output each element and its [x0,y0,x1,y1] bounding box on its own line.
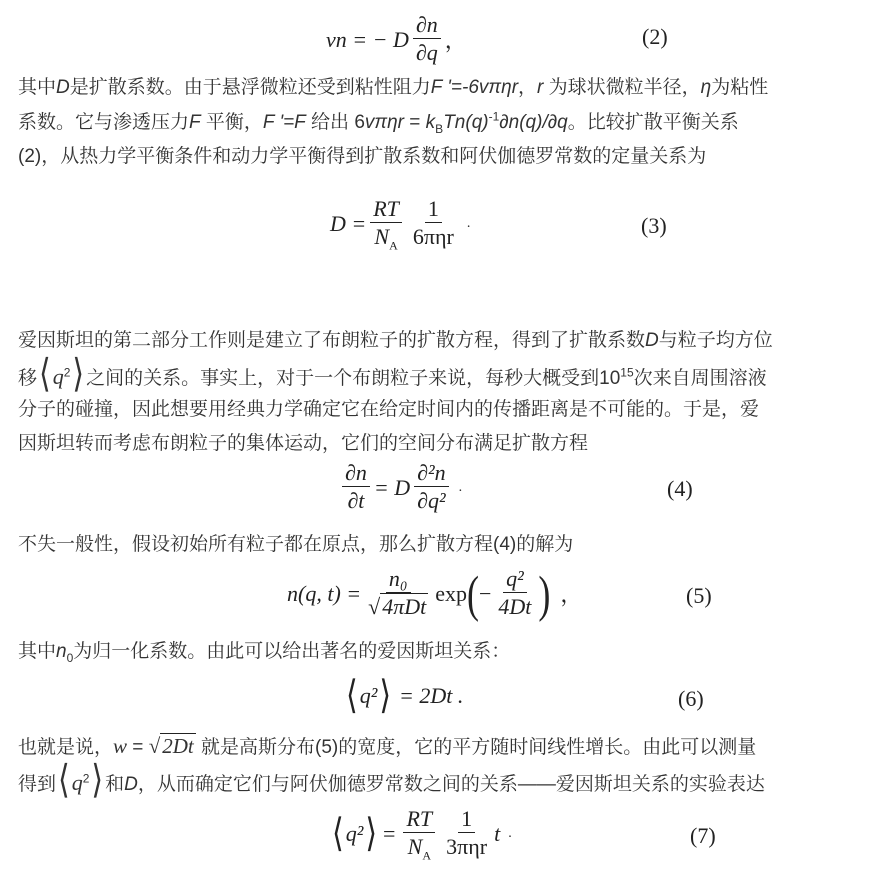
p2-line-2: 移$⟨q^2⟩$ 之间的关系。事实上，对于一个布朗粒子来说，每秒大概受到$10^{15}$次来自周围溶液 [18,352,767,396]
eq5-num1: n₀ [386,566,411,593]
eq4-den1: ∂t [347,488,365,513]
eq7-t: t [494,820,501,846]
eq7-tail: . [508,825,512,841]
var-k: k [425,112,436,133]
sub-0: 0 [66,650,74,665]
eq7-num2: 1 [458,806,475,833]
eq3-den1: N [374,224,390,249]
text: ， [518,77,538,98]
text: 之间的关系。事实上，对于一个布朗粒子来说，每秒大概受到10 [86,368,621,389]
text: 次来自周围溶液 [633,368,767,389]
text: 给出 6 [305,112,365,133]
eq7-den2: 3πηr [446,834,488,859]
formula: vπηr [364,112,405,133]
eq3-num1: RT [370,196,402,223]
sup-15: 15 [620,365,634,380]
p1-line-3: (2)，从热力学平衡条件和动力学平衡得到扩散系数和阿伏伽德罗常数的定量关系为 [18,146,707,167]
sup: 2 [82,771,90,786]
var-q: q [71,770,83,795]
text: = [404,112,426,133]
var-D: D [645,330,659,351]
eq6-rhs: = 2Dt . [399,682,464,708]
eq5-frac1: $\frac{\text{n₀}}{\text{√4πDt}}$ [368,566,427,619]
formula-F-eq: F '=F [262,112,306,133]
p3-line: 不失一般性，假设初始所有粒子都在原点，那么扩散方程(4)的解为 [18,534,574,555]
eq3-tail: . [466,215,471,231]
text: 移 [18,368,38,389]
eq6-q2: q² [359,682,378,708]
text: 爱因斯坦的第二部分工作则是建立了布朗粒子的扩散方程，得到了扩散系数 [18,330,646,351]
text: 系数。它与渗透压力 [18,112,190,133]
eq4-frac2 [414,460,448,515]
formula: Tn(q) [443,112,489,133]
equation-4 [338,460,462,515]
eq7-frac2 [443,806,490,861]
p2-line-3: 分子的碰撞，因此想要用经典力学确定它在给定时间内的传播距离是不可能的。于是，爱 [18,399,760,420]
eq4-mid: = D [373,474,411,500]
eq5-root: 4πDt [382,594,427,619]
sqrt-2Dt: 2Dt [162,734,194,758]
text: ，从而确定它们与阿伏伽德罗常数之间的关系——爱因斯坦关系的实验表达 [137,774,765,795]
eq3-frac2 [410,196,457,251]
equation-7-label: (7) [690,823,716,848]
var-eta: η [700,77,712,98]
sup: -1 [488,109,500,124]
eq2-num: ∂n [413,12,441,39]
eq2-lhs: vn = − D [326,26,409,52]
eq4-num1: ∂n [342,460,370,487]
var-w: w [113,734,128,758]
eq7-num1: RT [403,806,435,833]
equation-5: n(q, t) = $\frac{\text{n₀}}{\text{√4πDt}}$ exp ( − $\frac{\text{q²}}{4Dt}$ ) ， [287,565,583,622]
var-n: n [56,641,67,662]
eq5-exp: exp [435,580,467,606]
eq7-sub: A [422,848,431,863]
eq4-den2: ∂q² [417,488,446,513]
text: 。比较扩散平衡关系 [567,112,739,133]
equation-5-label: (5) [686,583,712,608]
eq4-tail: . [458,479,463,495]
text: 其中 [18,77,57,98]
eq3-frac1 [370,196,402,251]
text: 和 [105,774,125,795]
equation-3 [330,196,470,251]
eq7-frac1 [403,806,435,861]
eq4-num2: ∂²n [414,460,448,487]
equation-3-label: (3) [641,213,667,238]
text: 就是高斯分布(5)的宽度，它的平方随时间线性增长。由此可以测量 [195,737,757,758]
p1-line-1 [18,76,768,100]
p2-line-1 [18,329,773,353]
sub-B: B [435,121,444,136]
text: = [127,737,149,758]
text: 为球状微粒半径， [543,77,701,98]
text: 为归一化系数。由此可以给出著名的爱因斯坦关系： [73,641,511,662]
text: 也就是说， [18,737,114,758]
eq2-tail: ， [444,28,467,53]
equation-4-label: (4) [667,476,693,501]
eq3-sub: A [389,238,398,253]
p2-line-4: 因斯坦转而考虑布朗粒子的集体运动，它们的空间分布满足扩散方程 [18,433,589,454]
text: 为粘性 [711,77,769,98]
equation-6: ⟨ q² ⟩ = 2Dt . [346,674,464,717]
var-D: D [124,774,138,795]
eq4-frac1 [342,460,370,515]
eq7-eq: = [383,820,396,846]
eq5-frac2 [495,566,534,621]
p1-line-2 [18,111,739,135]
var-q: q [52,364,64,389]
eq3-num2: 1 [425,196,442,223]
eq3-den2: 6πηr [412,224,454,249]
sup: 2 [63,365,71,380]
eq3-lhs: D = [330,210,367,236]
equation-2 [326,12,467,67]
p5-line-1: 也就是说，w = √2Dt 就是高斯分布(5)的宽度，它的平方随时间线性增长。由此可以测量 [18,734,757,758]
eq5-lhs: n(q, t) = [287,580,362,606]
eq5-tail: ， [560,582,583,607]
text: 与粒子均方位 [658,330,773,351]
eq2-den: ∂q [415,40,438,65]
formula-F-prime: F '=-6vπηr [430,77,519,98]
text: 是扩散系数。由于悬浮微粒还受到粘性阻力 [69,77,431,98]
equation-2-label: (2) [642,24,668,49]
var-D: D [56,77,70,98]
equation-7: ⟨ q² ⟩ = $\frac{RT}{N_A}$ $\frac{1}{\text{3πηr}}$ t . [332,806,512,863]
var-r: r [537,77,544,98]
p4-line [18,640,510,664]
formula: ∂n(q)/∂q [499,112,568,133]
text: 其中 [18,641,57,662]
equation-6-label: (6) [678,686,704,711]
text: 平衡， [200,112,263,133]
p5-line-2: 得到$⟨q^2⟩$ 和D，从而确定它们与阿伏伽德罗常数之间的关系——爱因斯坦关系的实验表达 [18,758,765,802]
eq7-q2: q² [345,820,364,846]
eq2-fraction [413,12,441,67]
eq7-den1: N [407,834,423,859]
var-F: F [189,112,201,133]
text: 得到 [18,774,57,795]
eq5-den2: 4Dt [498,594,532,619]
eq5-num2: q² [503,566,527,593]
